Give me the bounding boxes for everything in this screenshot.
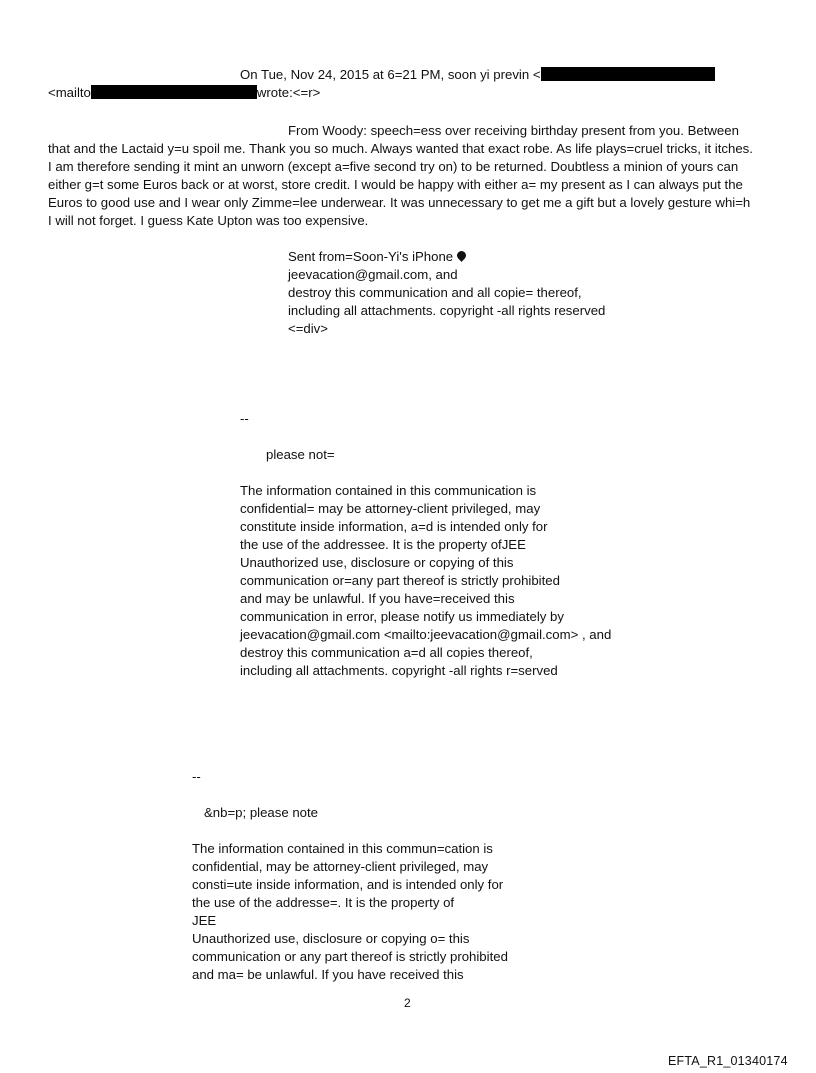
sent-block-line: including all attachments. copyright -all rights reserved: [288, 303, 606, 318]
notice-line: confidential, may be attorney-client privileged, may: [192, 859, 489, 874]
body-line: I will not forget. I guess Kate Upton was too expensive.: [48, 213, 369, 228]
document-id: EFTA_R1_01340174: [668, 1054, 788, 1068]
sent-block-line: <=div>: [288, 321, 328, 336]
signature-dashes: --: [240, 411, 249, 426]
notice-line: communication in error, please notify us immediately by: [240, 609, 564, 624]
notice-heading: &nb=p; please note: [204, 805, 319, 820]
notice-line: jeevacation@gmail.com <mailto:jeevacation@gmail.com> , and: [240, 627, 612, 642]
notice-line: the use of the addresse=. It is the property of: [192, 895, 455, 910]
mailto-prefix: <mailto: [48, 85, 91, 100]
notice-line: Unauthorized use, disclosure or copying of this: [240, 555, 514, 570]
notice-line: the use of the addressee. It is the property ofJEE: [240, 537, 526, 552]
redaction-bar: [91, 85, 257, 99]
signature-dashes: --: [192, 769, 201, 784]
body-line: that and the Lactaid y=u spoil me. Thank you so much. Always wanted that exact robe. As life plays=cruel tricks, it itches.: [48, 141, 753, 156]
notice-heading: please not=: [266, 447, 335, 462]
notice-line: communication or=any part thereof is strictly prohibited: [240, 573, 560, 588]
notice-line: and may be unlawful. If you have=received this: [240, 591, 515, 606]
notice-line: constitute inside information, a=d is intended only for: [240, 519, 548, 534]
notice-line: The information contained in this communication is: [240, 483, 537, 498]
page-number: 2: [404, 996, 411, 1010]
body-line: Euros to good use and I wear only Zimme=lee underwear. It was unnecessary to get me a gift but a lovely gesture whi=h: [48, 195, 751, 210]
sent-from-text: Sent from=Soon-Yi's iPhone: [288, 249, 454, 264]
notice-line: Unauthorized use, disclosure or copying o= this: [192, 931, 470, 946]
notice-line: and ma= be unlawful. If you have received this: [192, 967, 464, 982]
sent-block-line: jeevacation@gmail.com, and: [288, 267, 458, 282]
body-line: either g=t some Euros back or at worst, store credit. I would be happy with either a= my present as I can always put the: [48, 177, 743, 192]
notice-line: The information contained in this commun=cation is: [192, 841, 493, 856]
body-line: I am therefore sending it mint an unworn (except a=five second try on) to be returned. Doubtless a minion of yours can: [48, 159, 739, 174]
notice-line: confidential= may be attorney-client privileged, may: [240, 501, 541, 516]
on-line-text: On Tue, Nov 24, 2015 at 6=21 PM, soon yi previn <: [240, 67, 541, 82]
redaction-bar: [541, 67, 715, 81]
notice-line: including all attachments. copyright -all rights r=served: [240, 663, 558, 678]
notice-line: JEE: [192, 913, 217, 928]
notice-line: destroy this communication a=d all copies thereof,: [240, 645, 533, 660]
notice-line: communication or any part thereof is strictly prohibited: [192, 949, 508, 964]
header-on-line: [240, 66, 715, 84]
mailto-suffix: wrote:<=r>: [256, 85, 321, 100]
location-pin-icon: [455, 249, 468, 262]
body-line: From Woody: speech=ess over receiving birthday present from you. Between: [288, 123, 739, 138]
sent-from-line: [288, 248, 466, 266]
notice-line: consti=ute inside information, and is intended only for: [192, 877, 504, 892]
header-mailto-line: [48, 84, 320, 102]
sent-block-line: destroy this communication and all copie= thereof,: [288, 285, 582, 300]
